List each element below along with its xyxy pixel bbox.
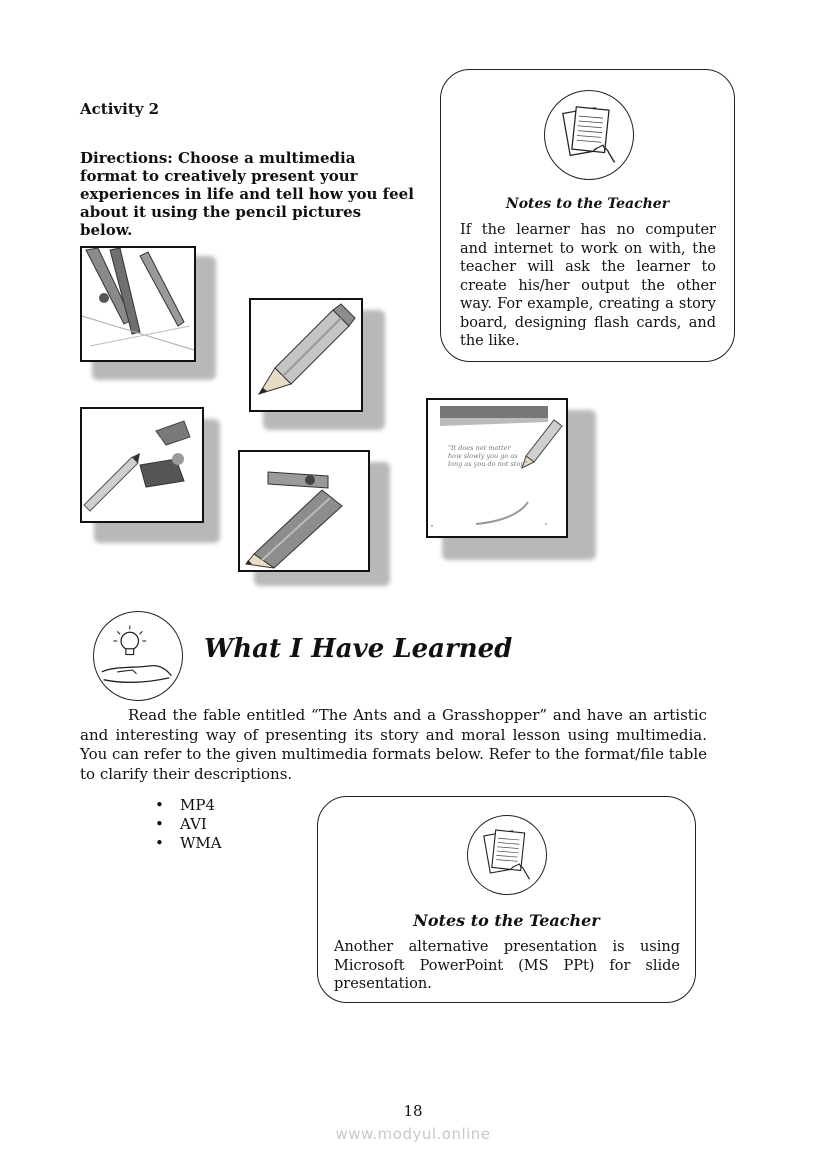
teacher-notes-title: Notes to the Teacher: [413, 911, 600, 930]
notes-in-hand-icon: [544, 90, 634, 180]
teacher-notes-title: Notes to the Teacher: [505, 196, 670, 212]
notes-in-hand-icon: [467, 815, 547, 895]
teacher-notes-text: If the learner has no computer and internet to work on with, the teacher will ask the learner to create his/her output the other way. For example, creating a story board, designing flash cards, and the like.: [460, 222, 716, 349]
quote-line-2: how slowly you go as: [448, 452, 518, 460]
pencil-picture-quote-card: [426, 398, 598, 562]
teacher-notes-text: Another alternative presentation is using Microsoft PowerPoint (MS PPt) for slide presentation.: [334, 939, 680, 992]
pencil-picture-single: [249, 298, 387, 432]
lesson-paragraph: Read the fable entitled “The Ants and a Grasshopper” and have an artistic and interesting way of presenting its story and moral lesson using multimedia. You can refer to the given multimedia formats below. Refer to the format/file table to clarify their descriptions.: [80, 706, 708, 783]
quote-line-1: "It does not matter: [448, 444, 511, 452]
teacher-notes-box-2: [317, 796, 696, 1003]
lightbulb-in-hand-icon: [93, 611, 183, 701]
list-item: • MP4: [152, 796, 222, 815]
list-item: • WMA: [152, 834, 222, 853]
format-list: [152, 796, 222, 853]
pencil-picture-compass: [80, 246, 218, 382]
activity-directions: Directions: Choose a multimedia format to creatively present your experiences in life and tell how you feel about it using the pencil pictures below.: [80, 149, 414, 239]
watermark: www.modyul.online: [335, 1125, 491, 1143]
pencil-picture-sharpener: [238, 450, 392, 588]
teacher-notes-box: [440, 69, 735, 362]
quote-line-3: long as you do not stop": [448, 460, 528, 468]
page-number: 18: [403, 1102, 423, 1120]
pencil-picture-shavings: [80, 407, 222, 545]
section-title: What I Have Learned: [204, 634, 513, 664]
activity-title: Activity 2: [80, 100, 160, 118]
list-item: • AVI: [152, 815, 222, 834]
